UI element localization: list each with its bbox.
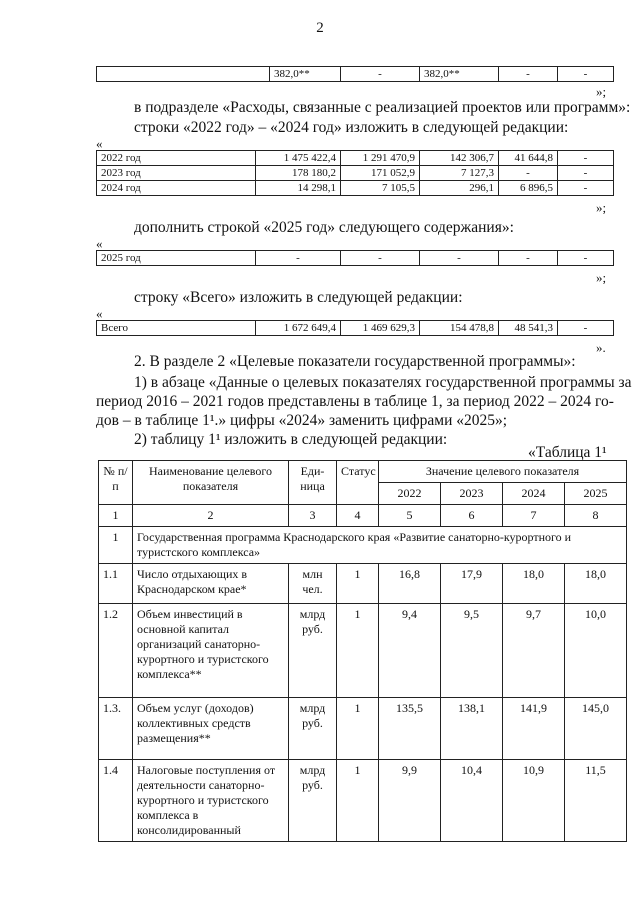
column-number: 7 (503, 505, 565, 527)
paragraph: строки «2022 год» – «2024 год» изложить в следующей редакции: (134, 119, 569, 136)
column-number: 5 (379, 505, 441, 527)
indicator-value: 18,0 (565, 564, 627, 604)
table-cell: - (499, 166, 558, 181)
row-number: 1 (99, 527, 133, 564)
table-cell: 382,0** (420, 67, 499, 82)
table-cell: Всего (97, 321, 256, 336)
paragraph: дов – в таблице 1¹.» цифры «2024» заменить цифрами «2025»; (96, 412, 508, 429)
table-cell: - (256, 251, 341, 266)
indicator-value: 9,7 (503, 604, 565, 698)
table-cell: - (558, 251, 614, 266)
header-name: Наименование целевого показателя (133, 461, 289, 505)
table-cell: 296,1 (420, 181, 499, 196)
table-cell: - (499, 67, 558, 82)
header-year: 2023 (441, 483, 503, 505)
indicator-status: 1 (337, 564, 379, 604)
indicator-value: 17,9 (441, 564, 503, 604)
total-table (96, 320, 614, 336)
table-cell: - (499, 251, 558, 266)
table-row (97, 181, 614, 196)
header-status: Статус (337, 461, 379, 505)
program-title: Государственная программа Краснодарского края «Развитие санаторно-курортного и туристского комплекса» (133, 527, 627, 564)
indicator-value: 9,5 (441, 604, 503, 698)
table-cell: - (558, 67, 614, 82)
opening-quote: « (96, 136, 103, 151)
row-number: 1.4 (99, 760, 133, 842)
paragraph: 2. В разделе 2 «Целевые показатели государственной программы»: (134, 353, 576, 370)
closing-quote: »; (596, 200, 607, 215)
table-cell: - (420, 251, 499, 266)
table-row (99, 760, 627, 842)
indicator-value: 145,0 (565, 698, 627, 760)
table-row (97, 166, 614, 181)
column-number: 8 (565, 505, 627, 527)
row-number: 1.2 (99, 604, 133, 698)
table-cell: - (558, 181, 614, 196)
row-number: 1.1 (99, 564, 133, 604)
closing-quote: »; (596, 270, 607, 285)
indicator-status: 1 (337, 698, 379, 760)
header-year: 2024 (503, 483, 565, 505)
header-year: 2025 (565, 483, 627, 505)
top-fragment-table (96, 66, 614, 82)
table-cell: 7 105,5 (341, 181, 420, 196)
indicator-value: 10,0 (565, 604, 627, 698)
indicator-status: 1 (337, 604, 379, 698)
column-number: 2 (133, 505, 289, 527)
table-caption: «Таблица 1¹ (528, 444, 607, 461)
table-cell: - (558, 321, 614, 336)
header-number: № п/п (99, 461, 133, 505)
table-row (97, 67, 614, 82)
indicator-value: 141,9 (503, 698, 565, 760)
table-row (97, 251, 614, 266)
column-number: 1 (99, 505, 133, 527)
indicator-name: Объем услуг (доходов) коллективных средств размещения** (133, 698, 289, 760)
table-cell: 1 469 629,3 (341, 321, 420, 336)
opening-quote: « (96, 236, 103, 251)
paragraph: строку «Всего» изложить в следующей редакции: (134, 289, 463, 306)
table-cell: - (341, 67, 420, 82)
indicator-value: 138,1 (441, 698, 503, 760)
indicator-value: 10,4 (441, 760, 503, 842)
table-cell: 2025 год (97, 251, 256, 266)
table-cell: 6 896,5 (499, 181, 558, 196)
target-indicators-table (98, 460, 627, 842)
header-unit: Еди- ница (289, 461, 337, 505)
table-cell (97, 67, 270, 82)
table-cell: - (558, 151, 614, 166)
opening-quote: « (96, 306, 103, 321)
column-number: 6 (441, 505, 503, 527)
table-cell: 142 306,7 (420, 151, 499, 166)
table-cell: 41 644,8 (499, 151, 558, 166)
indicator-value: 135,5 (379, 698, 441, 760)
column-number: 4 (337, 505, 379, 527)
table-cell: 1 291 470,9 (341, 151, 420, 166)
indicator-value: 9,4 (379, 604, 441, 698)
indicator-unit: млрд руб. (289, 698, 337, 760)
table-row (97, 321, 614, 336)
header-value: Значение целевого показателя (379, 461, 627, 483)
indicator-value: 18,0 (503, 564, 565, 604)
column-number-row (99, 505, 627, 527)
table-cell: 1 672 649,4 (256, 321, 341, 336)
table-cell: 2023 год (97, 166, 256, 181)
table-row (99, 698, 627, 760)
table-row (99, 564, 627, 604)
header-year: 2022 (379, 483, 441, 505)
paragraph: в подразделе «Расходы, связанные с реализацией проектов или программ»: (134, 99, 631, 116)
year-2025-table (96, 250, 614, 266)
table-cell: - (341, 251, 420, 266)
indicator-unit: млрд руб. (289, 604, 337, 698)
years-table (96, 150, 614, 196)
indicator-value: 10,9 (503, 760, 565, 842)
table-cell: 1 475 422,4 (256, 151, 341, 166)
table-cell: 2022 год (97, 151, 256, 166)
indicator-unit: млрд руб. (289, 760, 337, 842)
indicator-unit: млн чел. (289, 564, 337, 604)
indicator-name: Число отдыхающих в Краснодарском крае* (133, 564, 289, 604)
table-cell: 14 298,1 (256, 181, 341, 196)
row-number: 1.3. (99, 698, 133, 760)
indicator-value: 9,9 (379, 760, 441, 842)
indicator-value: 11,5 (565, 760, 627, 842)
indicator-name: Объем инвестиций в основной капитал организаций санаторно-курортного и туристского комплекса** (133, 604, 289, 698)
paragraph: 1) в абзаце «Данные о целевых показателях государственной программы за (134, 374, 632, 391)
paragraph: период 2016 – 2021 годов представлены в таблице 1, за период 2022 – 2024 го- (96, 393, 614, 410)
program-row (99, 527, 627, 564)
table-header-row (99, 461, 627, 483)
column-number: 3 (289, 505, 337, 527)
table-cell: 7 127,3 (420, 166, 499, 181)
table-cell: 171 052,9 (341, 166, 420, 181)
indicator-status: 1 (337, 760, 379, 842)
table-cell: 48 541,3 (499, 321, 558, 336)
table-cell: 154 478,8 (420, 321, 499, 336)
table-cell: - (558, 166, 614, 181)
paragraph: 2) таблицу 1¹ изложить в следующей редакции: (134, 431, 448, 448)
page-number: 2 (316, 20, 324, 36)
indicator-name: Налоговые поступления от деятельности санаторно-курортного и туристского комплекса в консолидированный (133, 760, 289, 842)
closing-quote: ». (596, 340, 606, 355)
indicator-value: 16,8 (379, 564, 441, 604)
table-cell: 382,0** (270, 67, 341, 82)
table-row (99, 604, 627, 698)
table-cell: 178 180,2 (256, 166, 341, 181)
paragraph: дополнить строкой «2025 год» следующего содержания»: (134, 219, 514, 236)
table-cell: 2024 год (97, 181, 256, 196)
table-row (97, 151, 614, 166)
closing-quote: »; (596, 84, 607, 99)
